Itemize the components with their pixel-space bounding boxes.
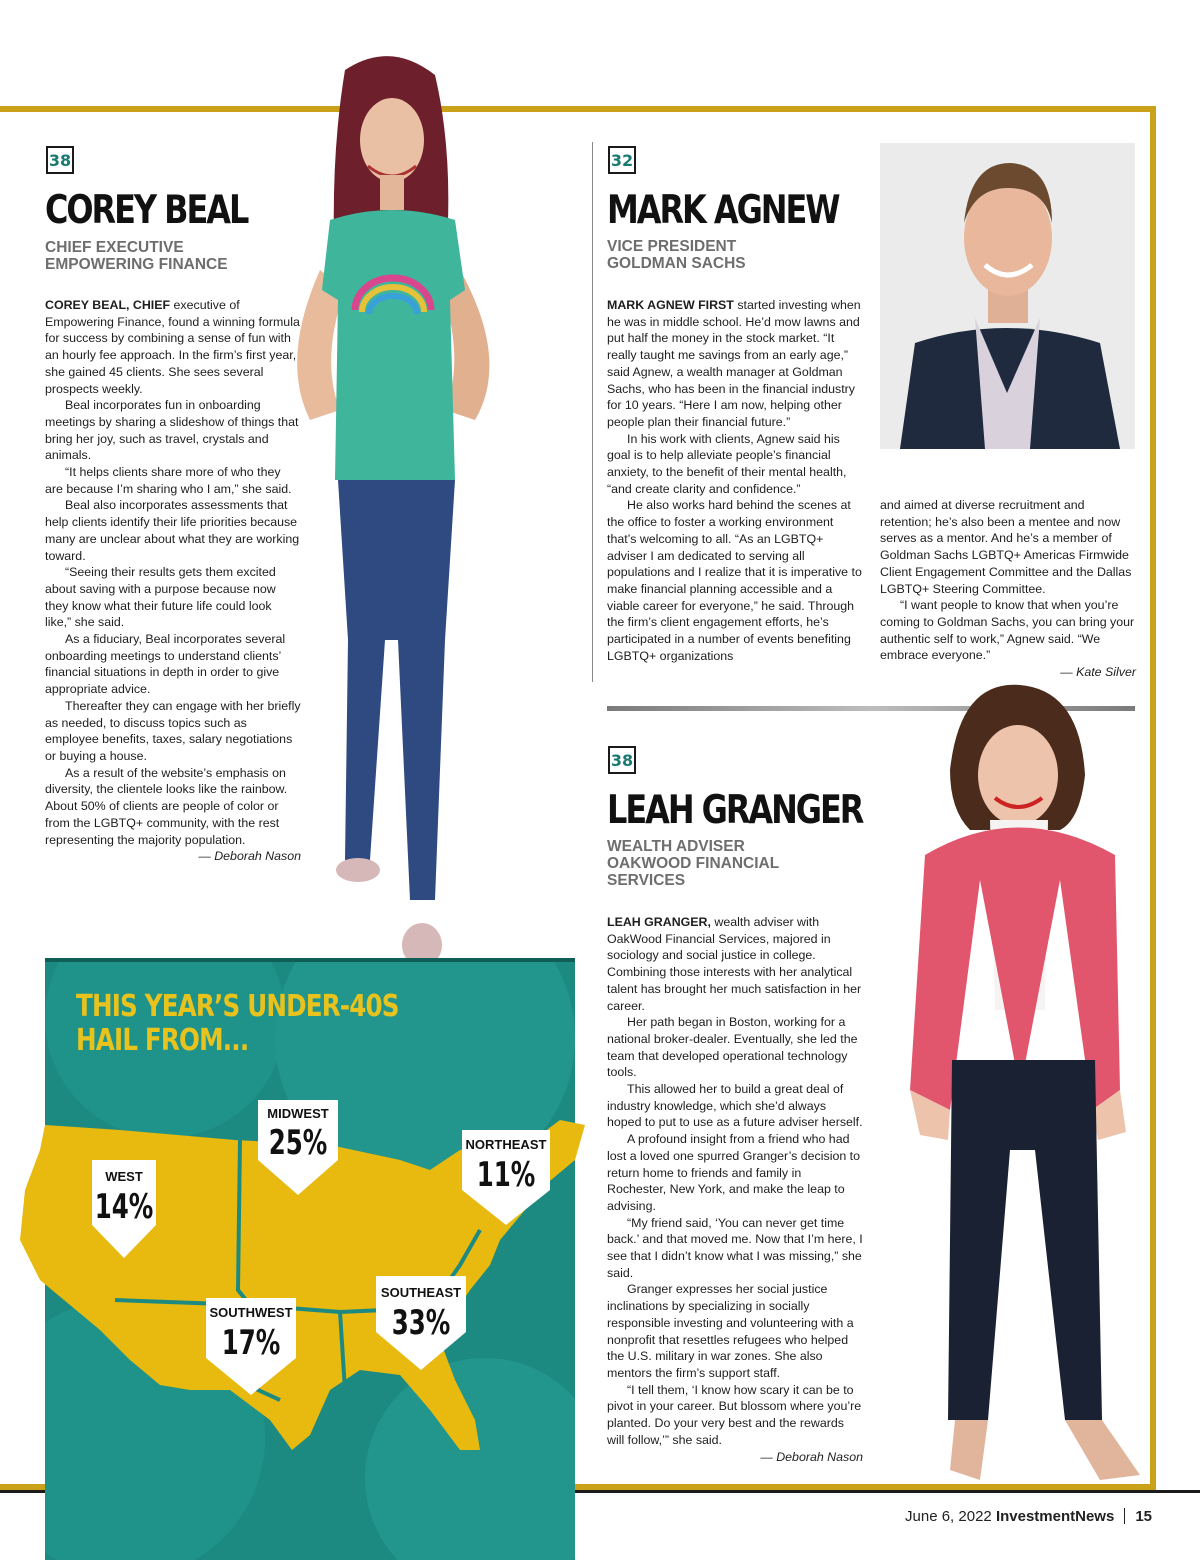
region-percent: 25% — [268, 1123, 328, 1163]
title-line: THIS YEAR’S UNDER-40S — [76, 989, 399, 1024]
paragraph: Beal also incorporates assessments that help clients identify their life priorities because many are unclear about what they are working toward. — [45, 498, 300, 563]
role-company-cont: SERVICES — [607, 872, 686, 889]
region-name: SOUTHWEST — [209, 1305, 293, 1320]
profile-body-agnew-col1 — [607, 297, 863, 664]
paragraph: As a result of the website’s emphasis on diversity, the clientele looks like the rainbow. About 50% of clients are people of color or from the LGBTQ+ community, with the rest representing the majority population. — [45, 765, 288, 847]
profile-role-beal — [45, 239, 228, 273]
profile-body-granger — [607, 914, 863, 1465]
paragraph: “Seeing their results gets them excited about saving with a purpose because now they know what their future life could look like,” she said. — [45, 565, 276, 630]
role-title: CHIEF EXECUTIVE — [45, 239, 184, 256]
lead-in: LEAH GRANGER, — [607, 915, 711, 929]
profile-role-granger — [607, 838, 779, 889]
paragraph: started investing when he was in middle school. He’d mow lawns and put half the money in the stock market. “It really taught me savings from an early age,” said Agnew, a wealth manager at Goldman Sachs, who has been in the financial industry for 10 years. “Here I am now, helping other people plan their financial future.” — [607, 298, 861, 429]
paragraph: This allowed her to build a great deal of industry knowledge, which she’d always hoped to put to use as a future adviser herself. — [607, 1082, 863, 1130]
paragraph: executive of Empowering Finance, found a winning formula for success by combining a sense of fun with an hourly fee approach. In the firm’s first year, she gained 45 clients. She sees several prospects weekly. — [45, 298, 300, 396]
photo-corey-beal — [250, 40, 490, 970]
profile-role-agnew — [607, 238, 746, 272]
paragraph: “I want people to know that when you’re coming to Goldman Sachs, you can bring your authentic self to work,” Agnew said. “We embrace everyone.” — [880, 598, 1135, 663]
column-divider — [592, 142, 593, 682]
profile-name-agnew: MARK AGNEW — [607, 188, 839, 233]
paragraph: Thereafter they can engage with her briefly as needed, to discuss topics such as employee benefits, taxes, salary negotiations or buying a house. — [45, 698, 301, 763]
title-line: HAIL FROM... — [76, 1023, 249, 1058]
infographic-top-border — [45, 958, 575, 962]
role-title: VICE PRESIDENT — [607, 238, 737, 255]
age-badge-agnew: 32 — [608, 146, 636, 174]
region-name: WEST — [105, 1169, 143, 1184]
paragraph: He also works hard behind the scenes at the office to foster a working environment that’s welcoming to all. “As an LGBTQ+ adviser I am dedicated to serving all populations and I realize that it is imperative to make financial planning accessible and a viable career for everyone,” he said. Through the firm’s client engagement efforts, he’s participated in a number of events benefiting LGBTQ+ organizations — [607, 498, 862, 663]
infographic-title — [76, 990, 399, 1058]
region-percent: 14% — [94, 1187, 154, 1227]
region-name: MIDWEST — [267, 1106, 329, 1121]
profile-name-beal: COREY BEAL — [45, 188, 248, 233]
byline: — Kate Silver — [1060, 665, 1136, 680]
paragraph: Her path began in Boston, working for a national broker-dealer. Eventually, she led the team that developed operational technology tools. — [607, 1015, 858, 1080]
paragraph: “I tell them, ‘I know how scary it can be to pivot in your career. But blossom where you’re planted. Do your very best and the rewards will follow,’” she said. — [607, 1382, 862, 1447]
paragraph: “My friend said, ‘You can never get time back.’ and that moved me. Now that I’m here, I see that I didn’t know what I was missing,” she said. — [607, 1215, 863, 1280]
page-number: 15 — [1135, 1508, 1152, 1525]
profile-name-granger: LEAH GRANGER — [607, 788, 863, 833]
role-company: GOLDMAN SACHS — [607, 255, 746, 272]
byline: — Deborah Nason — [760, 1449, 863, 1464]
region-percent: 33% — [391, 1303, 451, 1343]
role-company: OAKWOOD FINANCIAL — [607, 855, 780, 872]
role-title: WEALTH ADVISER — [607, 838, 745, 855]
paragraph: Granger expresses her social justice inclinations by specializing in socially responsible investing and volunteering with a nonprofit that resettles refugees who helped the U.S. military in war zones. She also mentors the firm’s support staff. — [607, 1282, 854, 1380]
age-badge-beal: 38 — [46, 146, 74, 174]
region-percent: 11% — [476, 1155, 536, 1195]
role-company: EMPOWERING FINANCE — [45, 256, 228, 273]
paragraph: and aimed at diverse recruitment and retention; he’s also been a mentee and now serves as a mentor. And he’s a member of Goldman Sachs LGBTQ+ Americas Firmwide Client Engagement Committee and the Dallas LGBTQ+ Steering Committee. — [880, 498, 1132, 596]
us-map — [0, 1090, 600, 1490]
lead-in: MARK AGNEW FIRST — [607, 298, 734, 312]
paragraph: A profound insight from a friend who had lost a loved one spurred Granger’s decision to return home to friends and family in Rochester, New York, and make the leap to advising. — [607, 1132, 861, 1213]
paragraph: In his work with clients, Agnew said his goal is to help alleviate people’s financial anxiety, to the benefit of their mental health, “and create clarity and confidence.” — [607, 431, 847, 496]
region-name: SOUTHEAST — [380, 1285, 462, 1300]
region-name: NORTHEAST — [465, 1137, 547, 1152]
profile-body-agnew-col2 — [880, 497, 1136, 681]
paragraph: As a fiduciary, Beal incorporates several onboarding meetings to understand clients’ financial situations in depth in order to give appropriate advice. — [45, 632, 286, 697]
page-footer — [905, 1508, 1152, 1525]
byline: — Deborah Nason — [198, 849, 301, 864]
publication-name: InvestmentNews — [995, 1508, 1115, 1525]
region-percent: 17% — [221, 1323, 281, 1363]
footer-separator — [1124, 1508, 1125, 1524]
paragraph: wealth adviser with OakWood Financial Services, majored in sociology and social justice in college. Combining those interests with her analytical talent has brought her much satisfaction in her career. — [607, 915, 862, 1013]
age-badge-granger: 38 — [608, 746, 636, 774]
issue-date: June 6, 2022 — [905, 1508, 992, 1525]
paragraph: “It helps clients share more of who they are because I’m sharing who I am,” she said. — [45, 465, 292, 496]
photo-mark-agnew — [880, 143, 1135, 449]
paragraph: Beal incorporates fun in onboarding meetings by sharing a slideshow of things that bring her joy, such as travel, crystals and animals. — [45, 398, 299, 463]
photo-leah-granger — [870, 680, 1190, 1510]
lead-in: COREY BEAL, CHIEF — [45, 298, 171, 312]
